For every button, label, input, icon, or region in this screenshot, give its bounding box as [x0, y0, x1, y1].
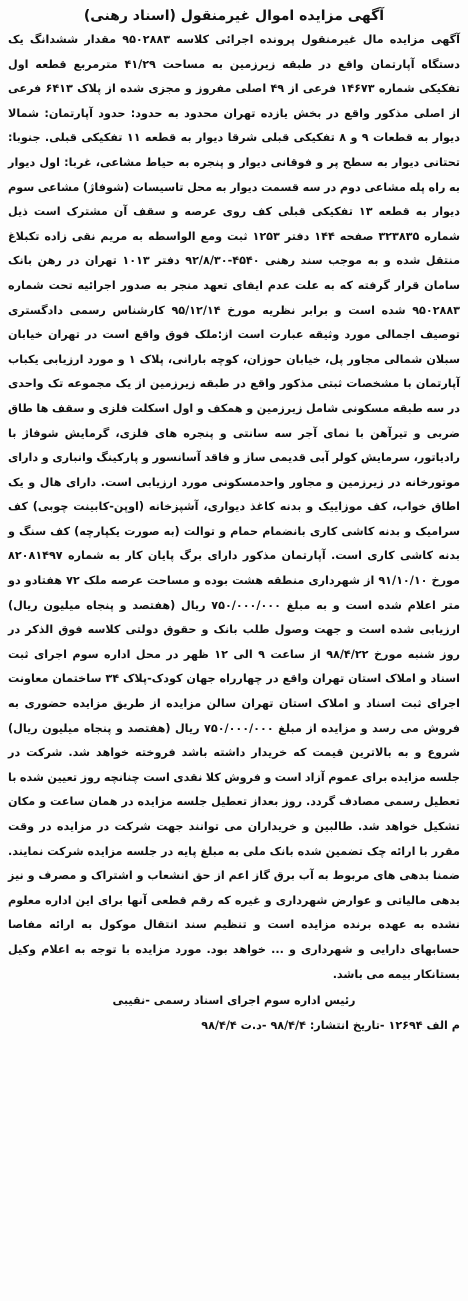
notice-signature: رئیس اداره سوم اجرای اسناد رسمی -نقیبی	[112, 994, 356, 1008]
notice-title: آگهی مزایده اموال غیرمنقول (اسناد رهنی)	[83, 8, 385, 24]
notice-body: آگهی مزایده مال غیرمنقول پرونده اجرائی کلاسه ۹۵۰۲۸۸۳ مقدار ششدانگ یک دستگاه آپارتمان واقع در طبقه زیرزمین به مساحت ۴۱/۲۹ مترمربع قطعه اول تفکیکی شماره ۱۴۶۷۳ فرعی از ۴۹ اصلی مفروز و مجزی شده از پلاک ۶۴۱۳ فرعی از اصلی مذکور واقع در بخش یازده تهران محدود به حدود: حدود آپارتمان: شمالا دیوار به قطعات ۹ و ۸ تفکیکی قبلی شرقا دیوار به قطعه ۱۱ تفکیکی قبلی. جنوبا: تحتانی دیوار به سطح پر و فوقانی دیوار و پنجره به حیاط مشاعی، غربا: اول دیوار به راه پله مشاعی دوم در سه قسمت دیوار به محل تاسیسات (شوفاژ) مشاعی سوم دیوار به قطعه ۱۳ تفکیکی قبلی کف روی عرصه و سقف آن مشترک است ذیل شماره ۳۲۳۸۳۵ صفحه ۱۴۴ دفتر ۱۲۵۳ ثبت ومع الواسطه به مریم نقی زاده تکبلاغ منتقل شده و به موجب سند رهنی ۴۵۴۰-۹۲/۸/۳۰ دفتر ۱۰۱۳ تهران در رهن بانک سامان قرار گرفته که به علت عدم ایفای تعهد منجر به صدور اجرائیه تحت شماره ۹۵۰۲۸۸۳ شده است و برابر نظریه مورخ ۹۵/۱۲/۱۴ کارشناس رسمی دادگستری توصیف اجمالی مورد وثیقه عبارت است از:ملک فوق واقع است در تهران خیابان سبلان شمالی مجاور پل، خیابان حوزان، کوچه بارانی، پلاک ۱ و مورد ارزیابی یکباب آپارتمان با مشخصات ثبتی مذکور واقع در طبقه زیرزمین از یک مجموعه تک واحدی در سه طبقه مسکونی شامل زیرزمین و همکف و اول اسکلت فلزی و سقف ها طاق ضربی و تیرآهن با نمای آجر سه سانتی و پنجره های فلزی، گرمایش شوفاژ با رادیاتور، سرمایش کولر آبی قدیمی ساز و فاقد آسانسور و پارکینگ وانباری و دارای موتورخانه در زیرزمین و مجاور واحدمسکونی مورد ارزیابی است. دارای هال و یک اطاق خواب، کف موزاییک و بدنه کاغذ دیواری، آشپزخانه (اوپن-کابینت چوبی) کف سرامیک و بدنه کاشی کاری بانضمام حمام و توالت (به صورت یکپارچه) کف سنگ و بدنه کاشی کاری است. آپارتمان مذکور دارای برگ پایان کار به شماره ۸۲۰۸۱۴۹۷ مورخ ۹۱/۱۰/۱۰ از شهرداری منطقه هشت بوده و مساحت عرصه ملک ۷۲ هفتادو دو متر اعلام شده است و به مبلغ ۷۵۰/۰۰۰/۰۰۰ ریال (هفتصد و پنجاه میلیون ریال) ارزیابی شده است و جهت وصول طلب بانک و حقوق دولتی کلاسه فوق الذکر در روز شنبه مورخ ۹۸/۴/۲۲ از ساعت ۹ الی ۱۲ ظهر در محل اداره سوم اجرای ثبت اسناد و املاک استان تهران واقع در چهارراه جهان کودک-پلاک ۳۴ ساختمان معاونت اجرای ثبت اسناد و املاک استان تهران سالن مزایده از طریق مزایده حضوری به فروش می رسد و مزایده از مبلغ ۷۵۰/۰۰۰/۰۰۰ ریال (هفتصد و پنجاه میلیون ریال) شروع و به بالاترین قیمت که خریدار داشته باشد فروخته خواهد شد. شرکت در جلسه مزایده برای عموم آزاد است و فروش کلا نقدی است چنانچه روز تعیین شده با تعطیل رسمی مصادف گردد. روز بعداز تعطیل جلسه مزایده در همان ساعت و مکان تشکیل خواهد شد. طالبین و خریداران می توانند جهت شرکت در مزایده در وقت مقرر با ارائه چک تضمین شده بانک ملی به مبلغ پایه در جلسه مزایده شرکت نمایند. ضمنا بدهی های مربوط به آب برق گاز اعم از حق انشعاب و اشتراک و مصرف و نیز بدهی مالیاتی و عوارض شهرداری و غیره که رقم قطعی آنها برای این اداره معلوم نشده به عهده برنده مزایده است و تنظیم سند انتقال موکول به ارائه مفاصا حسابهای دارایی و شهرداری و ... خواهد بود. مورد مزایده با توجه به اعلام وکیل بستانکار بیمه می باشد.	[8, 33, 461, 981]
notice-footer: م الف ۱۲۶۹۴ -تاریخ انتشار: ۹۸/۴/۴ -د.ت ۹۸/۴/۴	[201, 1018, 460, 1032]
